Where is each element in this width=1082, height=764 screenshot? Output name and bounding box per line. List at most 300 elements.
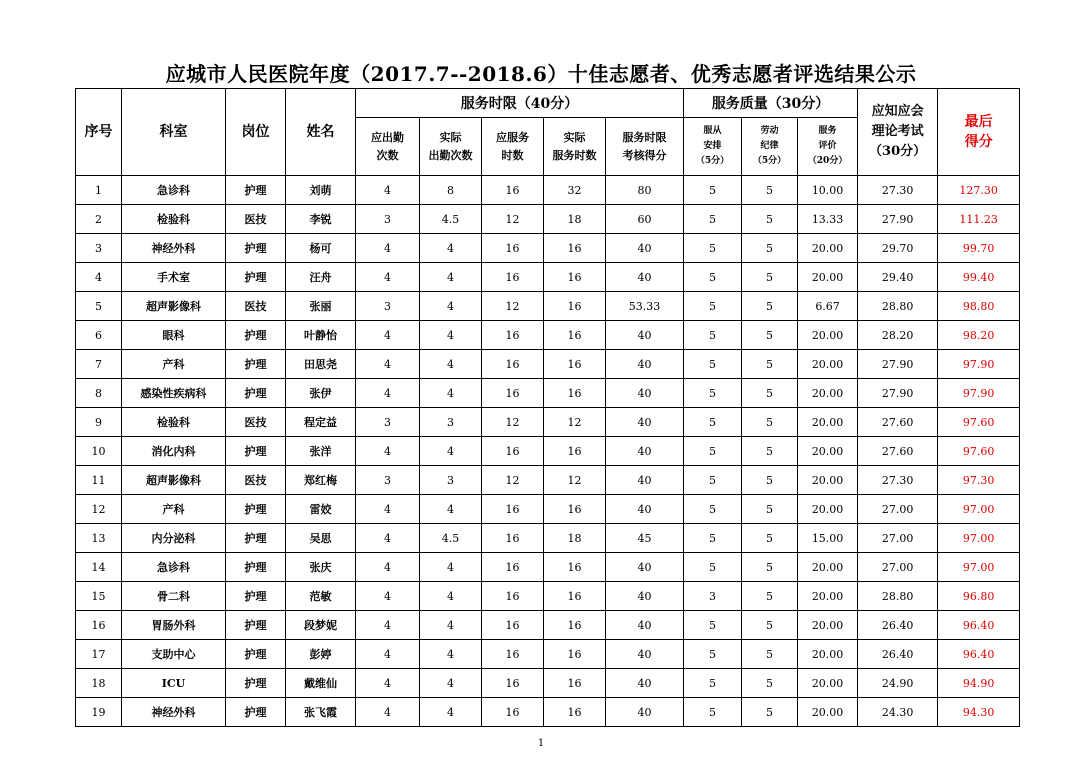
cell-dept: 手术室 bbox=[122, 263, 226, 292]
cell-dept: 骨二科 bbox=[122, 582, 226, 611]
cell-dept: 内分泌科 bbox=[122, 524, 226, 553]
table-row bbox=[76, 669, 1020, 698]
cell-actual-times: 4 bbox=[420, 669, 482, 698]
cell-evaluation: 13.33 bbox=[798, 205, 858, 234]
cell-seq: 4 bbox=[76, 263, 122, 292]
cell-obey: 5 bbox=[684, 437, 742, 466]
table-row bbox=[76, 466, 1020, 495]
table-row bbox=[76, 205, 1020, 234]
cell-dept: 急诊科 bbox=[122, 553, 226, 582]
cell-theory-exam: 26.40 bbox=[858, 640, 938, 669]
cell-expected-hours: 16 bbox=[482, 524, 544, 553]
header-line: 安排 bbox=[703, 141, 722, 151]
cell-time-score: 40 bbox=[606, 321, 684, 350]
cell-actual-hours: 16 bbox=[544, 611, 606, 640]
cell-post: 护理 bbox=[226, 582, 286, 611]
cell-discipline: 5 bbox=[742, 379, 798, 408]
header-service-time-group: 服务时限（40分） bbox=[356, 89, 684, 118]
cell-post: 医技 bbox=[226, 205, 286, 234]
cell-theory-exam: 27.60 bbox=[858, 437, 938, 466]
cell-expected-hours: 12 bbox=[482, 466, 544, 495]
cell-seq: 3 bbox=[76, 234, 122, 263]
cell-time-score: 80 bbox=[606, 176, 684, 205]
cell-expected-hours: 16 bbox=[482, 611, 544, 640]
cell-expected-hours: 12 bbox=[482, 408, 544, 437]
cell-actual-times: 4.5 bbox=[420, 524, 482, 553]
cell-final-score: 96.40 bbox=[938, 640, 1020, 669]
header-line: 应服务 bbox=[496, 130, 529, 144]
cell-seq: 13 bbox=[76, 524, 122, 553]
cell-obey: 5 bbox=[684, 495, 742, 524]
cell-evaluation: 20.00 bbox=[798, 611, 858, 640]
cell-expected-hours: 12 bbox=[482, 292, 544, 321]
cell-expected-hours: 16 bbox=[482, 379, 544, 408]
cell-obey: 5 bbox=[684, 321, 742, 350]
cell-seq: 16 bbox=[76, 611, 122, 640]
cell-post: 护理 bbox=[226, 553, 286, 582]
cell-discipline: 5 bbox=[742, 669, 798, 698]
cell-post: 护理 bbox=[226, 640, 286, 669]
cell-discipline: 5 bbox=[742, 234, 798, 263]
cell-time-score: 40 bbox=[606, 379, 684, 408]
page-number: 1 bbox=[537, 738, 545, 749]
cell-seq: 15 bbox=[76, 582, 122, 611]
cell-post: 护理 bbox=[226, 437, 286, 466]
header-discipline bbox=[742, 118, 798, 176]
cell-actual-times: 4 bbox=[420, 582, 482, 611]
cell-time-score: 40 bbox=[606, 263, 684, 292]
cell-actual-hours: 16 bbox=[544, 698, 606, 727]
cell-post: 医技 bbox=[226, 408, 286, 437]
cell-theory-exam: 27.30 bbox=[858, 176, 938, 205]
cell-actual-times: 4 bbox=[420, 350, 482, 379]
header-line: 次数 bbox=[376, 148, 399, 162]
cell-expected-times: 4 bbox=[356, 495, 420, 524]
cell-time-score: 40 bbox=[606, 408, 684, 437]
cell-obey: 5 bbox=[684, 640, 742, 669]
cell-dept: 急诊科 bbox=[122, 176, 226, 205]
cell-expected-times: 4 bbox=[356, 379, 420, 408]
cell-actual-hours: 18 bbox=[544, 205, 606, 234]
cell-actual-hours: 16 bbox=[544, 321, 606, 350]
header-evaluation bbox=[798, 118, 858, 176]
header-time-score bbox=[606, 118, 684, 176]
cell-evaluation: 20.00 bbox=[798, 495, 858, 524]
cell-post: 护理 bbox=[226, 524, 286, 553]
header-line: 应知应会 bbox=[871, 104, 924, 119]
cell-expected-hours: 16 bbox=[482, 263, 544, 292]
cell-name: 刘萌 bbox=[286, 176, 356, 205]
header-line: （30分） bbox=[869, 144, 927, 159]
header-line: 应出勤 bbox=[371, 130, 404, 144]
cell-discipline: 5 bbox=[742, 611, 798, 640]
table-row bbox=[76, 640, 1020, 669]
cell-dept: 感染性疾病科 bbox=[122, 379, 226, 408]
cell-evaluation: 20.00 bbox=[798, 698, 858, 727]
cell-discipline: 5 bbox=[742, 205, 798, 234]
cell-discipline: 5 bbox=[742, 466, 798, 495]
table-row bbox=[76, 321, 1020, 350]
cell-theory-exam: 28.20 bbox=[858, 321, 938, 350]
cell-evaluation: 20.00 bbox=[798, 321, 858, 350]
cell-actual-hours: 16 bbox=[544, 379, 606, 408]
cell-seq: 7 bbox=[76, 350, 122, 379]
table-row bbox=[76, 698, 1020, 727]
cell-time-score: 53.33 bbox=[606, 292, 684, 321]
cell-expected-times: 3 bbox=[356, 466, 420, 495]
header-line: 服务 bbox=[818, 126, 837, 136]
cell-actual-hours: 18 bbox=[544, 524, 606, 553]
cell-expected-hours: 16 bbox=[482, 640, 544, 669]
cell-seq: 12 bbox=[76, 495, 122, 524]
cell-time-score: 60 bbox=[606, 205, 684, 234]
cell-evaluation: 6.67 bbox=[798, 292, 858, 321]
cell-evaluation: 10.00 bbox=[798, 176, 858, 205]
cell-final-score: 97.00 bbox=[938, 495, 1020, 524]
header-theory-exam bbox=[858, 89, 938, 176]
cell-discipline: 5 bbox=[742, 263, 798, 292]
table-row bbox=[76, 408, 1020, 437]
cell-name: 李锐 bbox=[286, 205, 356, 234]
cell-expected-hours: 16 bbox=[482, 176, 544, 205]
cell-obey: 5 bbox=[684, 408, 742, 437]
cell-expected-hours: 16 bbox=[482, 234, 544, 263]
table-row bbox=[76, 379, 1020, 408]
cell-evaluation: 20.00 bbox=[798, 437, 858, 466]
cell-seq: 8 bbox=[76, 379, 122, 408]
cell-obey: 5 bbox=[684, 263, 742, 292]
cell-expected-hours: 16 bbox=[482, 698, 544, 727]
cell-post: 医技 bbox=[226, 292, 286, 321]
cell-time-score: 40 bbox=[606, 698, 684, 727]
cell-evaluation: 20.00 bbox=[798, 350, 858, 379]
cell-evaluation: 20.00 bbox=[798, 669, 858, 698]
header-line: （5分） bbox=[752, 156, 787, 166]
cell-time-score: 45 bbox=[606, 524, 684, 553]
header-service-quality-group: 服务质量（30分） bbox=[684, 89, 858, 118]
cell-discipline: 5 bbox=[742, 553, 798, 582]
cell-final-score: 97.90 bbox=[938, 350, 1020, 379]
cell-expected-hours: 16 bbox=[482, 495, 544, 524]
cell-actual-times: 4 bbox=[420, 611, 482, 640]
cell-obey: 5 bbox=[684, 379, 742, 408]
cell-seq: 2 bbox=[76, 205, 122, 234]
cell-expected-times: 4 bbox=[356, 582, 420, 611]
cell-time-score: 40 bbox=[606, 350, 684, 379]
cell-actual-times: 4 bbox=[420, 553, 482, 582]
cell-expected-times: 4 bbox=[356, 611, 420, 640]
cell-expected-hours: 16 bbox=[482, 582, 544, 611]
cell-dept: 检验科 bbox=[122, 408, 226, 437]
cell-actual-hours: 12 bbox=[544, 466, 606, 495]
cell-time-score: 40 bbox=[606, 234, 684, 263]
cell-dept: 神经外科 bbox=[122, 234, 226, 263]
header-line: 最后 bbox=[964, 114, 993, 130]
cell-post: 护理 bbox=[226, 350, 286, 379]
cell-seq: 10 bbox=[76, 437, 122, 466]
cell-post: 护理 bbox=[226, 379, 286, 408]
cell-actual-times: 4 bbox=[420, 698, 482, 727]
header-line: 服从 bbox=[703, 126, 722, 136]
cell-name: 范敏 bbox=[286, 582, 356, 611]
table-row bbox=[76, 176, 1020, 205]
cell-theory-exam: 24.30 bbox=[858, 698, 938, 727]
cell-post: 护理 bbox=[226, 669, 286, 698]
cell-actual-times: 4 bbox=[420, 263, 482, 292]
header-line: 时数 bbox=[501, 148, 524, 162]
cell-theory-exam: 28.80 bbox=[858, 292, 938, 321]
table-row bbox=[76, 292, 1020, 321]
header-line: 实际 bbox=[563, 130, 586, 144]
cell-time-score: 40 bbox=[606, 466, 684, 495]
cell-final-score: 111.23 bbox=[938, 205, 1020, 234]
cell-dept: 产科 bbox=[122, 350, 226, 379]
table-row bbox=[76, 524, 1020, 553]
results-table bbox=[75, 88, 1020, 727]
cell-dept: 超声影像科 bbox=[122, 292, 226, 321]
cell-name: 杨可 bbox=[286, 234, 356, 263]
cell-theory-exam: 24.90 bbox=[858, 669, 938, 698]
cell-name: 张飞霞 bbox=[286, 698, 356, 727]
cell-actual-times: 4.5 bbox=[420, 205, 482, 234]
cell-discipline: 5 bbox=[742, 321, 798, 350]
table-row bbox=[76, 437, 1020, 466]
cell-seq: 5 bbox=[76, 292, 122, 321]
cell-dept: 支助中心 bbox=[122, 640, 226, 669]
cell-name: 张洋 bbox=[286, 437, 356, 466]
cell-obey: 5 bbox=[684, 611, 742, 640]
cell-expected-hours: 12 bbox=[482, 205, 544, 234]
cell-final-score: 97.90 bbox=[938, 379, 1020, 408]
cell-actual-hours: 16 bbox=[544, 263, 606, 292]
cell-actual-hours: 16 bbox=[544, 495, 606, 524]
cell-actual-hours: 32 bbox=[544, 176, 606, 205]
cell-obey: 5 bbox=[684, 176, 742, 205]
cell-obey: 5 bbox=[684, 669, 742, 698]
cell-obey: 5 bbox=[684, 292, 742, 321]
cell-theory-exam: 27.60 bbox=[858, 408, 938, 437]
cell-actual-hours: 16 bbox=[544, 582, 606, 611]
cell-name: 段梦妮 bbox=[286, 611, 356, 640]
cell-final-score: 127.30 bbox=[938, 176, 1020, 205]
header-line: 理论考试 bbox=[871, 124, 924, 139]
cell-discipline: 5 bbox=[742, 524, 798, 553]
cell-evaluation: 20.00 bbox=[798, 408, 858, 437]
cell-expected-hours: 16 bbox=[482, 321, 544, 350]
table-row bbox=[76, 234, 1020, 263]
cell-final-score: 96.80 bbox=[938, 582, 1020, 611]
cell-name: 张丽 bbox=[286, 292, 356, 321]
table-row bbox=[76, 582, 1020, 611]
cell-expected-times: 3 bbox=[356, 205, 420, 234]
cell-dept: 胃肠外科 bbox=[122, 611, 226, 640]
cell-name: 程定益 bbox=[286, 408, 356, 437]
cell-expected-times: 4 bbox=[356, 176, 420, 205]
cell-evaluation: 20.00 bbox=[798, 553, 858, 582]
header-row-1 bbox=[76, 89, 1020, 118]
table-body bbox=[76, 176, 1020, 727]
cell-expected-times: 3 bbox=[356, 408, 420, 437]
cell-actual-hours: 16 bbox=[544, 234, 606, 263]
cell-name: 彭婷 bbox=[286, 640, 356, 669]
cell-theory-exam: 27.00 bbox=[858, 553, 938, 582]
cell-name: 张伊 bbox=[286, 379, 356, 408]
cell-actual-hours: 12 bbox=[544, 408, 606, 437]
cell-seq: 17 bbox=[76, 640, 122, 669]
header-line: 出勤次数 bbox=[428, 148, 473, 162]
cell-evaluation: 20.00 bbox=[798, 640, 858, 669]
cell-expected-times: 4 bbox=[356, 640, 420, 669]
cell-discipline: 5 bbox=[742, 408, 798, 437]
table-row bbox=[76, 350, 1020, 379]
cell-dept: 消化内科 bbox=[122, 437, 226, 466]
header-line: 考核得分 bbox=[622, 148, 667, 162]
cell-actual-hours: 16 bbox=[544, 437, 606, 466]
cell-obey: 5 bbox=[684, 698, 742, 727]
cell-final-score: 96.40 bbox=[938, 611, 1020, 640]
cell-expected-times: 4 bbox=[356, 698, 420, 727]
cell-dept: 超声影像科 bbox=[122, 466, 226, 495]
cell-post: 护理 bbox=[226, 698, 286, 727]
cell-time-score: 40 bbox=[606, 669, 684, 698]
cell-actual-hours: 16 bbox=[544, 640, 606, 669]
cell-actual-times: 4 bbox=[420, 321, 482, 350]
header-final-score bbox=[938, 89, 1020, 176]
cell-actual-times: 3 bbox=[420, 408, 482, 437]
page-title: 应城市人民医院年度（2017.7--2018.6）十佳志愿者、优秀志愿者评选结果公示 bbox=[165, 62, 917, 86]
cell-discipline: 5 bbox=[742, 437, 798, 466]
cell-name: 田思尧 bbox=[286, 350, 356, 379]
cell-final-score: 98.80 bbox=[938, 292, 1020, 321]
cell-final-score: 97.30 bbox=[938, 466, 1020, 495]
cell-actual-times: 4 bbox=[420, 292, 482, 321]
header-line: 服务时限 bbox=[622, 130, 667, 144]
cell-obey: 3 bbox=[684, 582, 742, 611]
header-dept: 科室 bbox=[122, 89, 226, 176]
cell-final-score: 99.40 bbox=[938, 263, 1020, 292]
cell-actual-hours: 16 bbox=[544, 553, 606, 582]
table-row bbox=[76, 553, 1020, 582]
cell-discipline: 5 bbox=[742, 698, 798, 727]
cell-theory-exam: 27.30 bbox=[858, 466, 938, 495]
cell-final-score: 97.00 bbox=[938, 524, 1020, 553]
cell-theory-exam: 27.00 bbox=[858, 495, 938, 524]
cell-actual-times: 8 bbox=[420, 176, 482, 205]
cell-post: 护理 bbox=[226, 611, 286, 640]
cell-obey: 5 bbox=[684, 466, 742, 495]
cell-final-score: 97.60 bbox=[938, 437, 1020, 466]
cell-time-score: 40 bbox=[606, 437, 684, 466]
cell-post: 护理 bbox=[226, 234, 286, 263]
cell-evaluation: 20.00 bbox=[798, 263, 858, 292]
cell-post: 护理 bbox=[226, 176, 286, 205]
cell-actual-times: 4 bbox=[420, 234, 482, 263]
cell-actual-hours: 16 bbox=[544, 292, 606, 321]
cell-name: 叶静怡 bbox=[286, 321, 356, 350]
cell-theory-exam: 29.70 bbox=[858, 234, 938, 263]
header-line: 服务时数 bbox=[552, 148, 597, 162]
header-line: 实际 bbox=[439, 130, 462, 144]
cell-time-score: 40 bbox=[606, 611, 684, 640]
cell-seq: 19 bbox=[76, 698, 122, 727]
cell-expected-times: 4 bbox=[356, 553, 420, 582]
cell-discipline: 5 bbox=[742, 176, 798, 205]
cell-theory-exam: 28.80 bbox=[858, 582, 938, 611]
cell-final-score: 94.90 bbox=[938, 669, 1020, 698]
cell-expected-times: 4 bbox=[356, 321, 420, 350]
header-actual-times bbox=[420, 118, 482, 176]
header-line: 纪律 bbox=[760, 141, 779, 151]
cell-expected-times: 4 bbox=[356, 524, 420, 553]
cell-actual-times: 4 bbox=[420, 437, 482, 466]
cell-name: 吴思 bbox=[286, 524, 356, 553]
cell-dept: ICU bbox=[122, 669, 226, 698]
header-post: 岗位 bbox=[226, 89, 286, 176]
header-line: 评价 bbox=[818, 141, 837, 151]
cell-time-score: 40 bbox=[606, 495, 684, 524]
cell-seq: 18 bbox=[76, 669, 122, 698]
cell-actual-times: 4 bbox=[420, 640, 482, 669]
cell-seq: 1 bbox=[76, 176, 122, 205]
cell-obey: 5 bbox=[684, 350, 742, 379]
cell-expected-hours: 16 bbox=[482, 553, 544, 582]
cell-seq: 14 bbox=[76, 553, 122, 582]
header-line: （20分） bbox=[807, 156, 848, 166]
cell-expected-times: 4 bbox=[356, 437, 420, 466]
cell-evaluation: 20.00 bbox=[798, 466, 858, 495]
cell-expected-times: 3 bbox=[356, 292, 420, 321]
cell-expected-times: 4 bbox=[356, 263, 420, 292]
cell-name: 戴维仙 bbox=[286, 669, 356, 698]
cell-final-score: 97.00 bbox=[938, 553, 1020, 582]
cell-obey: 5 bbox=[684, 524, 742, 553]
cell-discipline: 5 bbox=[742, 582, 798, 611]
cell-expected-hours: 16 bbox=[482, 669, 544, 698]
cell-actual-times: 3 bbox=[420, 466, 482, 495]
header-obey bbox=[684, 118, 742, 176]
header-line: 得分 bbox=[964, 134, 993, 150]
header-actual-hours bbox=[544, 118, 606, 176]
cell-obey: 5 bbox=[684, 234, 742, 263]
header-line: 劳动 bbox=[760, 126, 779, 136]
cell-final-score: 99.70 bbox=[938, 234, 1020, 263]
cell-seq: 6 bbox=[76, 321, 122, 350]
cell-seq: 11 bbox=[76, 466, 122, 495]
cell-final-score: 94.30 bbox=[938, 698, 1020, 727]
cell-name: 张庆 bbox=[286, 553, 356, 582]
cell-final-score: 97.60 bbox=[938, 408, 1020, 437]
header-seq: 序号 bbox=[76, 89, 122, 176]
cell-dept: 神经外科 bbox=[122, 698, 226, 727]
cell-discipline: 5 bbox=[742, 495, 798, 524]
header-line: （5分） bbox=[695, 156, 730, 166]
cell-time-score: 40 bbox=[606, 640, 684, 669]
cell-discipline: 5 bbox=[742, 350, 798, 379]
table-row bbox=[76, 611, 1020, 640]
table-row bbox=[76, 263, 1020, 292]
cell-actual-times: 4 bbox=[420, 379, 482, 408]
cell-theory-exam: 27.90 bbox=[858, 379, 938, 408]
cell-discipline: 5 bbox=[742, 640, 798, 669]
cell-post: 医技 bbox=[226, 466, 286, 495]
cell-theory-exam: 29.40 bbox=[858, 263, 938, 292]
cell-expected-hours: 16 bbox=[482, 350, 544, 379]
cell-name: 郑红梅 bbox=[286, 466, 356, 495]
cell-seq: 9 bbox=[76, 408, 122, 437]
cell-actual-hours: 16 bbox=[544, 669, 606, 698]
cell-expected-times: 4 bbox=[356, 234, 420, 263]
cell-actual-hours: 16 bbox=[544, 350, 606, 379]
